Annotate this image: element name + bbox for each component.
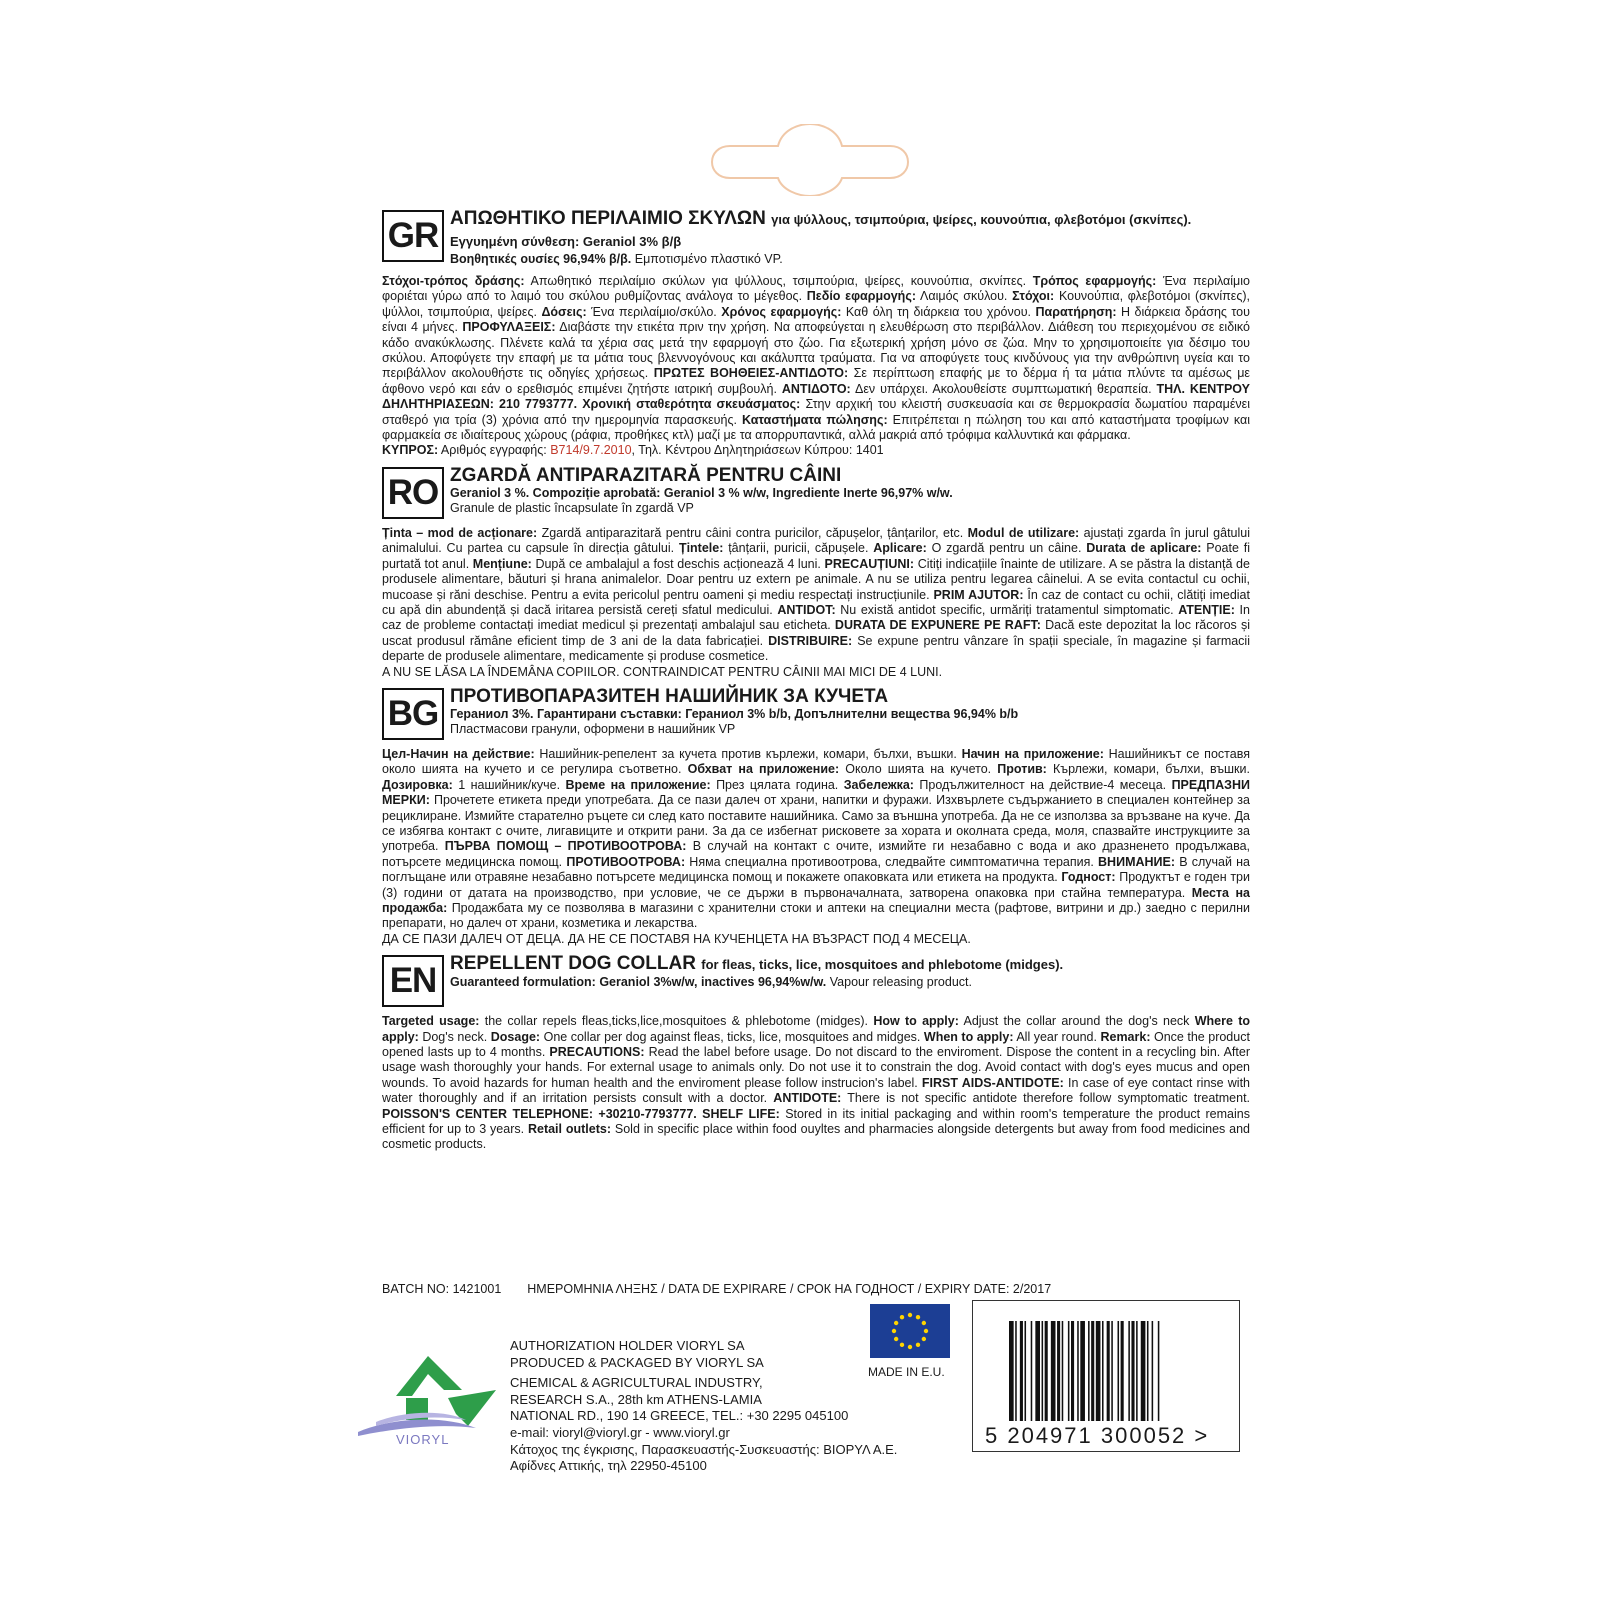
barcode-bar [1121,1321,1124,1421]
eu-star [894,1337,898,1341]
warning-bg: ДА СЕ ПАЗИ ДАЛЕЧ ОТ ДЕЦА. ДА НЕ СЕ ПОСТАВЯ НА КУЧЕНЦЕТА НА ВЪЗРАСТ ПОД 4 МЕСЕЦА. [382,931,971,946]
eu-star [916,1343,920,1347]
body-ro: Ținta – mod de acționare: Zgardă antiparazitară pentru câini contra puricilor, căpușelor, țânțarilor, etc. Modul de utilizare: ajustați zgarda în jurul gâtului animalului. Cu partea cu capsule în direcția gâtului. Țintele: țânțarii, puricii, căpușele. Aplicare: O zgardă pentru un câine. Durata de aplicare: Poate fi purtată tot anul. Mențiune: După ce ambalajul a fost deschis acționează 4 luni. PRECAUȚIUNI: Citiți indicațiile înainte de utilizare. A se păstra la distanță de produsele alimentare, băuturi și hrana animalelor. Doar pentru uz extern pe animale. A nu se utiliza pentru legarea câinelui. A se evita contactul cu ochii, mucoase și răni deschise. Pentru a evita pericolul pentru oameni și mediu respectați instrucțiunile. PRIM AJUTOR: În caz de contact cu ochii, clătiți imediat cu apă din abundență și dacă iritarea persistă cereți sfatul medicului. ANTIDOT: Nu există antidot specific, urmăriți tratamentul simptomatic. ATENȚIE: In caz de probleme contactați imediat medicul și prezentați ambalajul sau eticheta. DURATA DE EXPUNERE PE RAFT: Dacă este depozitat la loc răcoros și uscat produsul rămâne eficient timp de 3 ani de la data fabricației. DISTRIBUIRE: Se expune pentru vânzare în spații speciale, în magazine și farmacii departe de produsele alimentare, medicamente și produse cosmetice. [382,525,1250,664]
lang-code-gr: GR [382,210,444,262]
section-gr [382,208,1250,459]
ingredients-ro: Geraniol 3 %. Compoziție aprobată: Geraniol 3 % w/w, Ingrediente Inerte 96,97% w/w. [450,485,953,500]
eu-star [908,1313,912,1317]
barcode-bar [1118,1321,1120,1421]
barcode-bar [1158,1321,1160,1421]
barcode-bar [1057,1321,1060,1421]
barcode-bar [1042,1321,1044,1421]
title-bg: ПРОТИВОПАРАЗИТЕН НАШИЙНИК ЗА КУЧЕТА [450,685,889,707]
made-in-eu: MADE IN E.U. [868,1365,945,1379]
barcode-bars [1009,1321,1219,1421]
formulation-ro: Granule de plastic încapsulate în zgardă VP [450,500,694,515]
barcode-bar [1096,1321,1101,1421]
barcode-bar [1009,1321,1014,1421]
body-gr: Στόχοι-τρόπος δράσης: Απωθητικό περιλαίμιο σκύλων για ψύλλους, τσιμπούρια, ψείρες, κουνούπια, σκνίπες. Τρόπος εφαρμογής: Ένα περιλαίμιο φοριέται γύρω από το λαιμό του σκύλου ρυθμίζοντας ανάλογα το μέγεθος. Πεδίο εφαρμογής: Λαιμός σκύλου. Στόχοι: Κουνούπια, φλεβοτόμοι (σκνίπες), ψύλλοι, τσιμπούρια, ψείρες. Δόσεις: Ένα περιλαίμιο/σκύλο. Χρόνος εφαρμογής: Καθ όλη τη διάρκεια του χρόνου. Παρατήρηση: Η διάρκεια δράσης του είναι 4 μήνες. ΠΡΟΦΥΛΑΞΕΙΣ: Διαβάστε την ετικέτα πριν την χρήση. Να αποφεύγεται η ελευθέρωση στο περιβάλλον. Διάθεση του περιεχομένου σε ειδικό κάδο ανακύκλωσης. Πλένετε καλά τα χέρια σας μετά την εφαρμογή στο ζώο. Για εξωτερική χρήση μόνο σε ζώα. Μην το χρησιμοποιείτε για δέσιμο του σκύλου. Αποφύγετε την επαφή με τα μάτια τους βλεννογόνους και ακάλυπτα τραύματα. Για να αποφύγετε τους κινδύνους για την ανθρώπινη υγεία και το περιβάλλον ακολουθήστε τις οδηγίες χρήσεως. ΠΡΩΤΕΣ ΒΟΗΘΕΙΕΣ-ΑΝΤΙΔΟΤΟ: Σε περίπτωση επαφής με το δέρμα ή τα μάτια πλύντε τα αμέσως με άφθονο νερό και εάν ο ερεθισμός επιμένει ζητήστε ιατρική συμβουλή. ΑΝΤΙΔΟΤΟ: Δεν υπάρχει. Ακολουθείστε συμπτωματική θεραπεία. ΤΗΛ. ΚΕΝΤΡΟΥ ΔΗΛΗΤΗΡΙΑΣΕΩΝ: 210 7793777. Χρονική σταθερότητα σκευάσματος: Στην αρχική του κλειστή συσκευασία και σε θερμοκρασία δωματίου παραμένει σταθερό για τρία (3) χρόνια από την ημερομηνία παρασκευής. Καταστήματα πώλησης: Επιτρέπεται η πώληση του και από καταστήματα τροφίμων και φαρμακεία σε ιδιαίτερους χώρους (ράφια, προθήκες κτλ) μαζί με τα απορρυπαντικά, αλλά μακριά από τρόφιμα καλλυντικά και φάρμακα. [382,274,1250,443]
barcode-bar [1107,1321,1110,1421]
vioryl-logo-text: VIORYL [396,1432,450,1447]
title-gr: ΑΠΩΘΗΤΙΚΟ ΠΕΡΙΛΑΙΜΙΟ ΣΚΥΛΩΝ για ψύλλους, τσιμπούρια, ψείρες, κουνούπια, φλεβοτόμοι (σκνίπες). Εγγυημένη σύνθεση: Geraniol 3% β/β [450,208,1192,249]
section-en [382,953,1250,1153]
cyprus-line: ΚΥΠΡΟΣ: Αριθμός εγγραφής: Β714/9.7.2010, Τηλ. Κέντρου Δηλητηριάσεων Κύπρου: 1401 [382,443,884,458]
title-gr-sub: για ψύλλους, τσιμπούρια, ψείρες, κουνούπια, φλεβοτόμοι (σκνίπες). Εγγυημένη σύνθεση: Geraniol 3% β/β [450,212,1192,249]
eu-star [922,1321,926,1325]
lang-code-ro: RO [382,467,444,519]
barcode-bar [1152,1321,1154,1421]
eu-star [908,1345,912,1349]
barcode-bar [1080,1321,1085,1421]
barcode-bar [1136,1321,1138,1421]
lang-code-bg: BG [382,688,444,740]
eu-star [916,1315,920,1319]
eu-star [894,1321,898,1325]
barcode-bar [1031,1321,1033,1421]
title-ro: ZGARDĂ ANTIPARAZITARĂ PENTRU CÂINI [450,464,842,486]
batch-expiry-row [382,1282,1077,1296]
barcode-bar [1051,1321,1056,1421]
barcode-bar [1071,1321,1074,1421]
expiry-date: ΗΜΕΡΟΜΗΝΙΑ ΛΗΞΗΣ / DATA DE EXPIRARE / СРОК НА ГОДНОСТ / EXPIRY DATE: 2/2017 [527,1282,1052,1296]
barcode-bar [1077,1321,1079,1421]
eu-star [900,1315,904,1319]
section-bg [382,686,1250,947]
barcode-bar [1141,1321,1146,1421]
title-en-sub: for fleas, ticks, lice, mosquitoes and phlebotome (midges). [701,957,1064,973]
body-bg: Цел-Начин на действие: Нашийник-репелент за кучета против кърлежи, комари, бълхи, въшки. Начин на приложение: Нашийникът се поставя около шията на кучето и се регулира съответно. Обхват на приложение: Около шията на кучето. Против: Кърлежи, комари, бълхи, въшки. Дозировка: 1 нашийник/куче. Време на приложение: През цялата година. Забележка: Продължителност на действие-4 месеца. ПРЕДПАЗНИ МЕРКИ: Прочетете етикета преди употребата. Да се пази далеч от храни, напитки и фуражи. Изхвърлете съдържанието в специален контейнер за рециклиране. Измийте старателно ръцете си след като поставите нашийника. Само за външна употреба. Да не се използва за връзване на куче. Да се избягва контакт с очите, лигавиците и открити рани. За да се избегнат рисковете за хората и околната среда, моля, спазвайте инструкциите за употреба. ПЪРВА ПОМОЩ – ПРОТИВООТРОВА: В случай на контакт с очите, измийте ги незабавно с вода и ако дразненето продължава, потърсете медицинска помощ. ПРОТИВООТРОВА: Няма специална противоотрова, следвайте симптоматична терапия. ВНИМАНИЕ: В случай на поглъщане или отравяне незабавно потърсете медицинска помощ и покажете опаковката или етикета на продукта. Годност: Продуктът е годен три (3) години от датата на производство, при условие, че се държи в първоначалната, затворена опаковка при стайна температура. Места на продажба: Продажбата му се позволява в магазини с хранителни стоки и аптеки на специални места (рафтове, витрини и др.) заедно с перилни препарати, но далеч от храни, козметика и лекарства. [382,746,1250,931]
eu-flag-icon [870,1304,950,1358]
title-en: REPELLENT DOG COLLAR for fleas, ticks, lice, mosquitoes and phlebotome (midges). [450,953,1064,975]
barcode [972,1300,1240,1452]
barcode-bar [1088,1321,1090,1421]
label-content [382,208,1250,1159]
barcode-bar [1015,1321,1017,1421]
barcode-bar [1068,1321,1070,1421]
barcode-bar [1111,1321,1113,1421]
eu-star [924,1329,928,1333]
batch-number: BATCH NO: 1421001 [382,1282,502,1296]
barcode-bar [1045,1321,1048,1421]
vioryl-logo [356,1344,506,1444]
formulation-en: Guaranteed formulation: Geraniol 3%w/w, inactives 96,94%w/w. Vapour releasing product. [450,975,972,990]
ingredients-gr: Βοηθητικές ουσίες 96,94% β/β. Εμποτισμένο πλαστικό VP. [450,252,783,266]
body-en: Targeted usage: the collar repels fleas,ticks,lice,mosquitoes & phlebotome (midges). How to apply: Adjust the collar around the dog's neck Where to apply: Dog's neck. Dosage: One collar per dog against fleas, ticks, lice, mosquitoes and midges. When to apply: All year round. Remark: Once the product opened lasts up to 4 months. PRECAUTIONS: Read the label before usage. Do not discard to the enviroment. Dispose the content in a recycling bin. After usage wash thoroughly your hands. For external usage to animals only. Do not use it to constrain the dog. Avoid contact with dog's eyes mucus and open wounds. To avoid hazards for human health and the enviroment please follow instrucion's label. FIRST AIDS-ANTIDOTE: In case of eye contact rinse with water thoroughly and if an irritation persists consult with a doctor. ANTIDOTE: There is not specific antidote therefore follow symptomatic treatment. POISSON'S CENTER TELEPHONE: +30210-7793777. SHELF LIFE: Stored in its initial packaging and within room's temperature the product remains efficient for up to 3 years. Retail outlets: Sold in specific place within food ouyltes and pharmacies alongside detergents but away from food medicines and cosmetic products. [382,1014,1251,1152]
barcode-bar [1131,1321,1134,1421]
barcode-bar [1025,1321,1027,1421]
eu-star [892,1329,896,1333]
barcode-bar [1147,1321,1149,1421]
barcode-bar [1020,1321,1023,1421]
ingredients-bg: Гераниол 3%. Гарантирани съставки: Гераниол 3% b/b, Допълнителни вещества 96,94% b/b [450,706,1019,721]
lang-code-en: EN [382,955,444,1007]
barcode-bar [1062,1321,1064,1421]
hang-hole [690,124,930,196]
barcode-bar [1091,1321,1094,1421]
section-ro [382,465,1250,680]
barcode-bar [1102,1321,1104,1421]
barcode-bar [1035,1321,1040,1421]
formulation-bg: Пластмасови гранули, оформени в нашийник VP [450,721,736,736]
manufacturer-address: AUTHORIZATION HOLDER VIORYL SA PRODUCED & PACKAGED BY VIORYL SA CHEMICAL & AGRICULTURAL INDUSTRY, RESEARCH S.A., 28th km ATHENS-LAMIA NATIONAL RD., 190 14 GREECE, TEL.: +30 2295 045100 e-mail: vioryl@vioryl.gr - www.vioryl.gr Κάτοχος της έγκρισης, Παρασκευαστής-Συσκευαστής: ΒΙΟΡΥΛ Α.Ε. Αφίδνες Αττικής, τηλ 22950-45100 [510,1338,898,1474]
barcode-bar [1128,1321,1130,1421]
warning-ro: A NU SE LĂSA LA ÎNDEMÂNA COPIILOR. CONTRAINDICAT PENTRU CÂINII MAI MICI DE 4 LUNI. [382,664,943,679]
cyprus-reg-number: Β714/9.7.2010 [550,443,632,458]
eu-star [922,1337,926,1341]
barcode-digits: 5 204971 300052 > [985,1423,1210,1448]
eu-star [900,1343,904,1347]
